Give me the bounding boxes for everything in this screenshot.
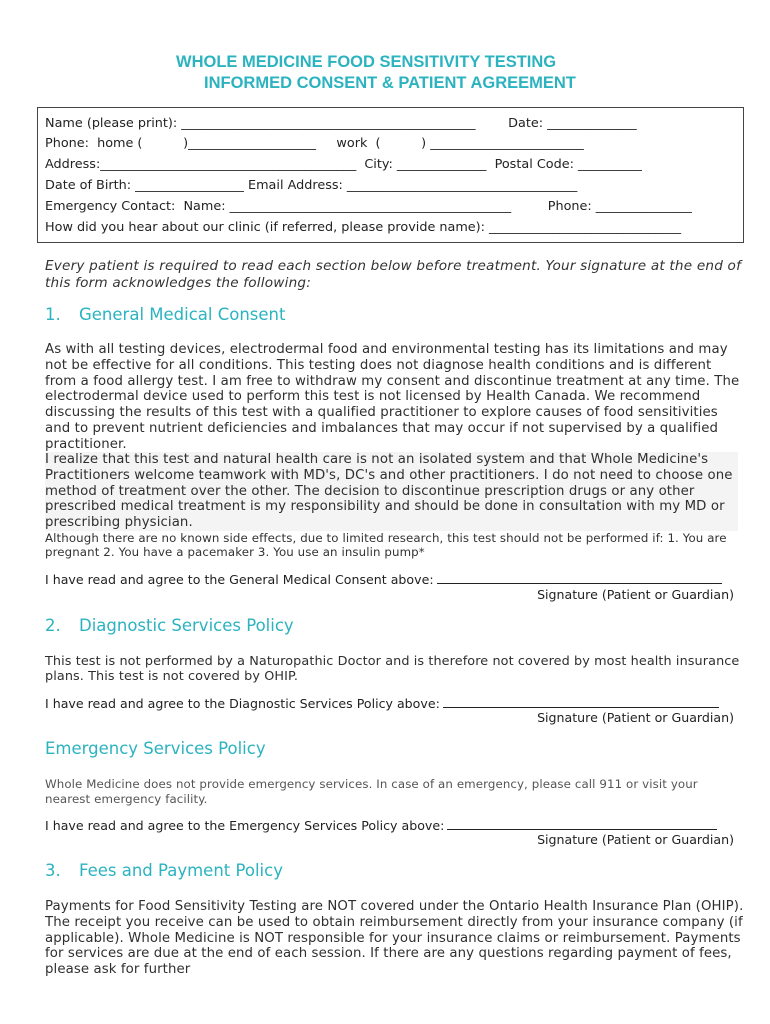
referral-field[interactable]: How did you hear about our clinic (if referred, please provide name): ______________________________ (45, 220, 682, 235)
signature-line[interactable] (437, 572, 722, 584)
section-number: 2. (45, 616, 61, 635)
agree-text: I have read and agree to the General Medical Consent above: (45, 572, 434, 587)
section-number: 1. (45, 305, 61, 324)
address-field[interactable]: Address:________________________________________ City: ______________ Postal Code: __________ (45, 157, 642, 172)
section-title: Diagnostic Services Policy (79, 616, 294, 635)
signature-line[interactable] (447, 818, 717, 830)
section-heading-emergency: Emergency Services Policy (45, 739, 266, 758)
section-heading-fees (45, 861, 283, 881)
section-title: Fees and Payment Policy (79, 861, 283, 880)
emergency-paragraph: Whole Medicine does not provide emergency services. In case of an emergency, please call 911 or visit your nearest emergency facility. (45, 777, 698, 806)
phone-field[interactable]: Phone: home ( )____________________ work ( ) ________________________ (45, 136, 584, 151)
signature-caption: Signature (Patient or Guardian) (537, 832, 734, 847)
section-heading-general (45, 305, 285, 325)
agree-text: I have read and agree to the Diagnostic Services Policy above: (45, 696, 440, 711)
contraindication-note: Although there are no known side effects, due to limited research, this test should not be performed if: 1. You are pregnant 2. You have a pacemaker 3. You use an insulin pump* (45, 531, 727, 559)
emergency-contact-field[interactable]: Emergency Contact: Name: ____________________________________________ Phone: _______________ (45, 199, 692, 214)
signature-caption: Signature (Patient or Guardian) (537, 710, 734, 725)
intro-text: Every patient is required to read each section below before treatment. Your signature at the end of this form acknowledges the following: (45, 258, 742, 291)
diagnostic-paragraph: This test is not performed by a Naturopathic Doctor and is therefore not covered by most health insurance plans. This test is not covered by OHIP. (45, 654, 740, 684)
fees-paragraph: Payments for Food Sensitivity Testing are NOT covered under the Ontario Health Insurance Plan (OHIP). The receipt you receive can be used to obtain reimbursement directly from your insurance company (if applicable). Whole Medicine is NOT responsible for your insurance claims or reimbursement. Payments for services are due at the end of each session. If there are any questions regarding payment of fees, please ask for further (45, 899, 744, 978)
name-date-field[interactable]: Name (please print): ______________________________________________ Date: ______________ (45, 116, 637, 131)
agree-text: I have read and agree to the Emergency Services Policy above: (45, 818, 445, 833)
section-heading-diagnostic (45, 616, 294, 636)
section-title: General Medical Consent (79, 305, 286, 324)
dob-email-field[interactable]: Date of Birth: _________________ Email Address: ____________________________________ (45, 178, 578, 193)
section-number: 3. (45, 861, 61, 880)
title-line-1: WHOLE MEDICINE FOOD SENSITIVITY TESTING (176, 53, 557, 71)
general-consent-paragraph-1: As with all testing devices, electrodermal food and environmental testing has its limitations and may not be effective for all conditions. This testing does not diagnose health conditions and is different from a food allergy test. I am free to withdraw my consent and discontinue treatment at any time. The electrodermal device used to perform this test is not licensed by Health Canada. We recommend discussing the results of this test with a qualified practitioner to explore causes of food sensitivities and to prevent nutrient deficiencies and imbalances that may occur if not supervised by a qualified practitioner. (45, 342, 740, 452)
general-consent-paragraph-2: I realize that this test and natural health care is not an isolated system and that Whole Medicine's Practitioners welcome teamwork with MD's, DC's and other practitioners. I do not need to choose one method of treatment over the other. The decision to discontinue prescription drugs or any other prescribed medical treatment is my responsibility and should be done in consultation with my MD or prescribing physician. (45, 452, 738, 531)
signature-line[interactable] (443, 696, 719, 708)
title-line-2: INFORMED CONSENT & PATIENT AGREEMENT (204, 74, 576, 92)
general-agree-statement (45, 572, 722, 588)
signature-caption: Signature (Patient or Guardian) (537, 587, 734, 602)
